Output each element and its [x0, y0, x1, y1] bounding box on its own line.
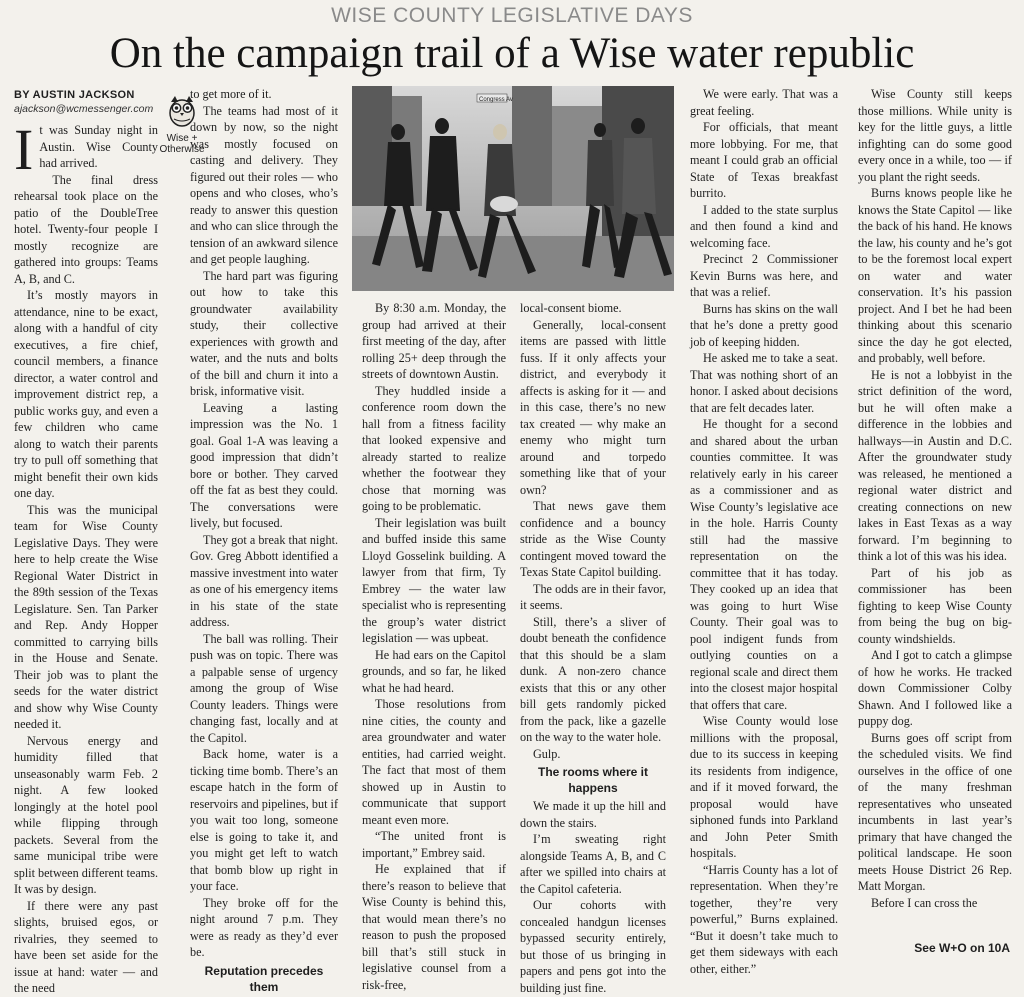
paragraph: He thought for a second and shared about the urban counties committee. It was relatively early in his career as a commissioner and as Wise County’s legislative ace in the hole. Harris County still had the massive representation on the committee that it has today. They cooked up an idea that was going to hurt Wise County. Their goal was to pool indigent funds from outlying counties on a regional scale and direct them into the closest major hospital that offers that care. [690, 417, 838, 712]
logo-text-line-1: Wise + [166, 133, 198, 144]
author-email: ajackson@wcmessenger.com [14, 103, 154, 115]
paragraph: Generally, local-consent items are passed with little fuss. If it only affects your district, and everybody it affects is asking for it — and in this case, there’s no new tax created — why make an enemy who might turn around and torpedo something like that of your own? [520, 317, 666, 497]
byline: BY AUSTIN JACKSON [14, 89, 135, 101]
subhead: The rooms where it happens [537, 765, 649, 795]
article-column-5 [690, 86, 838, 976]
paragraph: He is not a lobbyist in the strict definition of the word, but he will often make a difference in the lobbies and hallways—in Austin and D.C. After the groundwater study was released, he mentioned a regional water district and creating connections on new lakes in East Texas as a way forward. I’m beginning to think a lot of this was his idea. [858, 367, 1012, 563]
paragraph: The final dress rehearsal took place on the patio of the DoubleTree hotel. Twenty-four people I mostly recognize are gathered into groups: Teams A, B, and C. [14, 172, 158, 286]
street-photo [352, 86, 674, 291]
paragraph: “Harris County has a lot of representation. When they’re together, they’re very powerful,” Burns explained. “But it doesn’t take much to get them sideways with each other, either.” [690, 862, 838, 976]
paragraph: He had ears on the Capitol grounds, and so far, he liked what he had heard. [362, 647, 506, 695]
paragraph: Before I can cross the [871, 895, 978, 910]
paragraph: For officials, that meant more lobbying. For me, that meant I could grab an official State of Texas breakfast burrito. [690, 120, 838, 200]
paragraph: Those resolutions from nine cities, the county and area groundwater and water entities, had carried weight. The fact that most of them showed up in Austin to communicate that support meant even more. [362, 697, 506, 827]
drop-cap: I [14, 117, 34, 182]
paragraph: Precinct 2 Commissioner Kevin Burns was here, and that was a relief. [690, 252, 838, 299]
paragraph: Gulp. [533, 746, 561, 761]
paragraph: Burns goes off script from the scheduled visits. We find ourselves in the office of one of the many freshman representatives who unseated incumbents in last year’s primary that have changed the political landscape. He soon meets House District 26 Rep. Matt Morgan. [858, 730, 1012, 893]
paragraph: If there were any past slights, bruised egos, or rivalries, they seemed to have been set aside for the issue at hand: water — and the need [14, 898, 158, 995]
paragraph: Burns has skins on the wall that he’s done a pretty good job of keeping hidden. [690, 301, 838, 349]
article-column-6 [858, 86, 1012, 936]
paragraph: Wise County would lose millions with the proposal, due to its success in keeping its residents from indigence, and if it moved forward, the proposal would have siphoned funds into Parkland and John Peter Smith hospitals. [690, 714, 838, 860]
street-sign-text: Congress Av [479, 97, 513, 103]
paragraph: We were early. That was a great feeling. [690, 87, 838, 118]
paragraph: t was Sunday night in Austin. Wise County had arrived. [39, 123, 158, 170]
article-column-3 [362, 300, 506, 992]
paragraph: Still, there’s a sliver of doubt beneath the confidence that this should be a slam dunk. A non-zero chance exists that this or any other bill gets randomly picked from the pack, like a gazelle on the way to the water hole. [520, 614, 666, 744]
paragraph: He asked me to take a seat. That was nothing short of an honor. I asked about decisions that are felt decades later. [690, 351, 838, 415]
paragraph: Part of his job as commissioner has been fighting to keep Wise County from being the bug on big-county windshields. [858, 565, 1012, 646]
article-column-4 [520, 300, 666, 995]
paragraph: Burns knows people like he knows the State Capitol — like the back of his hand. He knows the law, his county and he’s got to be the foremost local expert on water and water conservation. It’s his passion project. And I bet he had been thinking about this scenario since the day he got elected, and probably, well before. [858, 186, 1012, 365]
paragraph: It’s mostly mayors in attendance, nine to be exact, along with a handful of city executives, a fire chief, council members, a finance director, a water control and improvement district rep, a public works guy, and even a few children who came along to watch their parents try to pull off something that might benefit their own kids one day. [14, 288, 158, 500]
paragraph: They broke off for the night around 7 p.m. They were as ready as they’d ever be. [190, 895, 338, 959]
section-kicker: WISE COUNTY LEGISLATIVE DAYS [331, 4, 693, 27]
paragraph: Nervous energy and humidity filled that unseasonably warm Feb. 2 night. A few looked longingly at the hotel pool while flipping through packets. Several from the same municipal tribe were split between different teams. It was by design. [14, 733, 158, 896]
logo-text-line-2: Otherwise [159, 144, 205, 155]
paragraph: I added to the state surplus and then found a kind and welcoming face. [690, 202, 838, 250]
subhead: Reputation precedes them [204, 963, 324, 994]
paragraph: And I got to catch a glimpse of how he works. He tracked down Commissioner Colby Shawn. And I followed like a puppy dog. [858, 648, 1012, 728]
paragraph: The hard part was figuring out how to take this groundwater availability study, their collective experiences with growth and water, and the nuts and bolts of the bill and churn it into a brisk, informative visit. [190, 268, 338, 398]
paragraph: He explained that if there’s reason to believe that Wise County is behind this, that would mean there’s no reason to push the proposed bill that’s still stuck in legislative counsel from a risk-free, [362, 862, 506, 992]
paragraph: Back home, water is a ticking time bomb. There’s an escape hatch in the form of reservoirs and pipelines, but if you wait too long, someone else is going to take it, and you might get left to watch that bomb blow up right in your face. [190, 747, 338, 893]
paragraph: “The united front is important,” Embrey said. [362, 829, 506, 860]
paragraph: local-consent biome. [520, 301, 622, 315]
paragraph: We made it up the hill and down the stairs. [520, 799, 666, 830]
paragraph: By 8:30 a.m. Monday, the group had arrived at their first meeting of the day, after rolling 25+ deep through the streets of downtown Austin. [362, 301, 506, 381]
paragraph: Their legislation was built and buffed inside this same Lloyd Gosselink building. A lawyer from that firm, Ty Embrey — the water law specialist who is representing the group’s water district legislation — was upbeat. [362, 515, 506, 645]
article-column-1 [14, 86, 158, 995]
paragraph: That news gave them confidence and a bouncy stride as the Wise County contingent moved toward the Texas State Capitol building. [520, 499, 666, 579]
paragraph: I’m sweating right alongside Teams A, B, and C after we spilled into chairs at the Capitol cafeteria. [520, 832, 666, 896]
photo-illustration [352, 86, 674, 291]
paragraph: Wise County still keeps those millions. While unity is key for the little guys, a little infighting can do some good every once in a while, too — if you plant the right seeds. [858, 87, 1012, 184]
paragraph: The ball was rolling. Their push was on topic. There was a palpable sense of urgency among the group of Wise County leaders. Things were changing fast, locally and at the Capitol. [190, 631, 338, 745]
paragraph: They got a break that night. Gov. Greg Abbott identified a massive investment into water as one of his emergency items in his state of the state address. [190, 532, 338, 629]
headline: On the campaign trail of a Wise water republic [109, 30, 915, 77]
paragraph: The odds are in their favor, it seems. [520, 581, 666, 612]
paragraph: to get more of it. [190, 87, 272, 101]
paragraph: They huddled inside a conference room down the hall from a fitness facility that looked expensive and already started to realize whether the footwear they chose that morning was going to be problematic. [362, 383, 506, 513]
article-column-2 [190, 86, 338, 994]
paragraph: Leaving a lasting impression was the No. 1 goal. Goal 1-A was leaving a good impression that didn’t bore or bother. They carved off the fat as best they could. The conversations were lively, but focused. [190, 400, 338, 530]
jump-line: See W+O on 10A [914, 941, 1010, 955]
paragraph: This was the municipal team for Wise County Legislative Days. They were here to help create the Wise Regional Water District in the 89th session of the Texas Legislature. Sen. Tan Parker and Rep. Andy Hopper committed to carrying bills in the House and Senate. Their job was to plant the seeds for the water district and show why Wise County needed it. [14, 502, 158, 731]
paragraph: The teams had most of it down by now, so the night was mostly focused on casting and delivery. They figured out their roles — who opens and who closes, who’s ready to answer this question and who can slice through the tension of an awkward silence and get people laughing. [190, 103, 338, 266]
paragraph: Our cohorts with concealed handgun licenses bypassed security entirely, but those of us bringing in papers and pens got into the building just fine. [520, 898, 666, 995]
